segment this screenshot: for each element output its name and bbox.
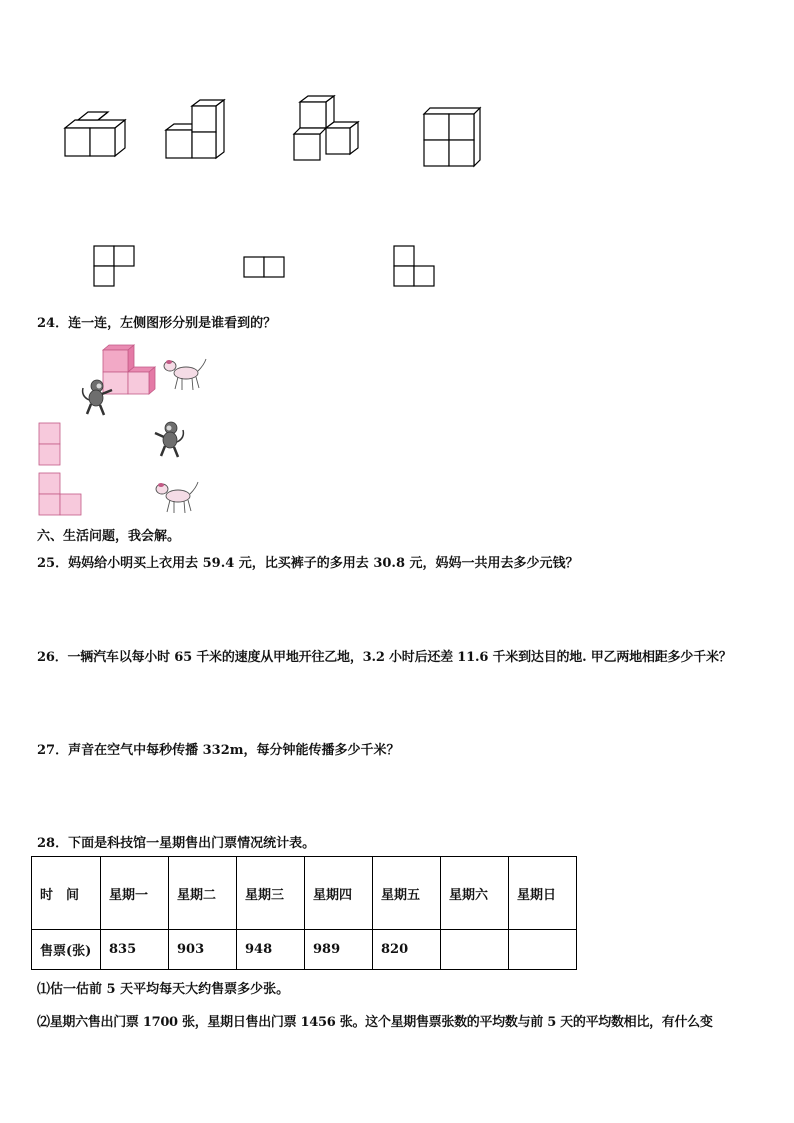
question-number: 25． xyxy=(37,556,69,571)
pink-view-l-shape xyxy=(38,472,84,516)
ticket-sales-table xyxy=(31,856,577,970)
question-text: 一辆汽车以每小时 65 千米的速度从甲地开往乙地，3.2 小时后还差 11.6 千米到达目的地. 甲乙两地相距多少千米？ xyxy=(67,650,732,665)
cube-figure-1 xyxy=(60,108,130,160)
table-header-cell: 星期二 xyxy=(169,857,237,930)
table-row xyxy=(32,930,577,970)
monkey-icon xyxy=(152,420,190,460)
table-cell xyxy=(441,930,509,970)
question-text: 下面是科技馆一星期售出门票情况统计表。 xyxy=(68,836,316,851)
view-shape-3 xyxy=(393,245,437,289)
section-title: 六、生活问题，我会解。 xyxy=(37,529,181,544)
question-text: 妈妈给小明买上衣用去 59.4 元，比买裤子的多用去 30.8 元，妈妈一共用去多少元钱？ xyxy=(68,556,579,571)
sub-question-2: ⑵星期六售出门票 1700 张，星期日售出门票 1456 张。这个星期售票张数的平均数与前 5 天的平均数相比，有什么变 xyxy=(37,1015,713,1030)
table-header-cell: 星期三 xyxy=(237,857,305,930)
question-number: 27． xyxy=(37,743,69,758)
dog-icon xyxy=(152,478,200,516)
question-25 xyxy=(37,552,579,571)
view-shape-1 xyxy=(93,245,137,289)
table-cell: 820 xyxy=(373,930,441,970)
table-row-label: 售票(张) xyxy=(32,930,101,970)
view-shape-2 xyxy=(243,256,287,280)
question-text: 声音在空气中每秒传播 332m，每分钟能传播多少千米？ xyxy=(68,743,400,758)
question-27 xyxy=(37,739,400,758)
question-24 xyxy=(37,312,276,331)
monkey-icon xyxy=(78,378,116,418)
question-number: 26． xyxy=(37,650,68,665)
question-text: 连一连，左侧图形分别是谁看到的？ xyxy=(68,316,277,331)
table-header-cell: 星期五 xyxy=(373,857,441,930)
question-number: 28． xyxy=(37,836,69,851)
table-header-cell: 星期六 xyxy=(441,857,509,930)
cube-figure-4 xyxy=(420,104,484,168)
table-header-cell: 星期四 xyxy=(305,857,373,930)
sub-question-1: ⑴估一估前 5 天平均每天大约售票多少张。 xyxy=(37,982,290,997)
table-header-row xyxy=(32,857,577,930)
question-number: 24． xyxy=(37,316,69,331)
question-26 xyxy=(37,646,732,665)
table-header-cell: 时 间 xyxy=(32,857,101,930)
dog-icon xyxy=(160,355,208,393)
table-cell: 948 xyxy=(237,930,305,970)
cube-figure-3 xyxy=(290,94,362,164)
question-28 xyxy=(37,832,315,851)
pink-view-vertical xyxy=(38,422,62,466)
table-header-cell: 星期日 xyxy=(509,857,577,930)
table-cell: 903 xyxy=(169,930,237,970)
cube-figure-2 xyxy=(162,98,230,162)
table-cell: 835 xyxy=(101,930,169,970)
table-cell xyxy=(509,930,577,970)
table-cell: 989 xyxy=(305,930,373,970)
table-header-cell: 星期一 xyxy=(101,857,169,930)
